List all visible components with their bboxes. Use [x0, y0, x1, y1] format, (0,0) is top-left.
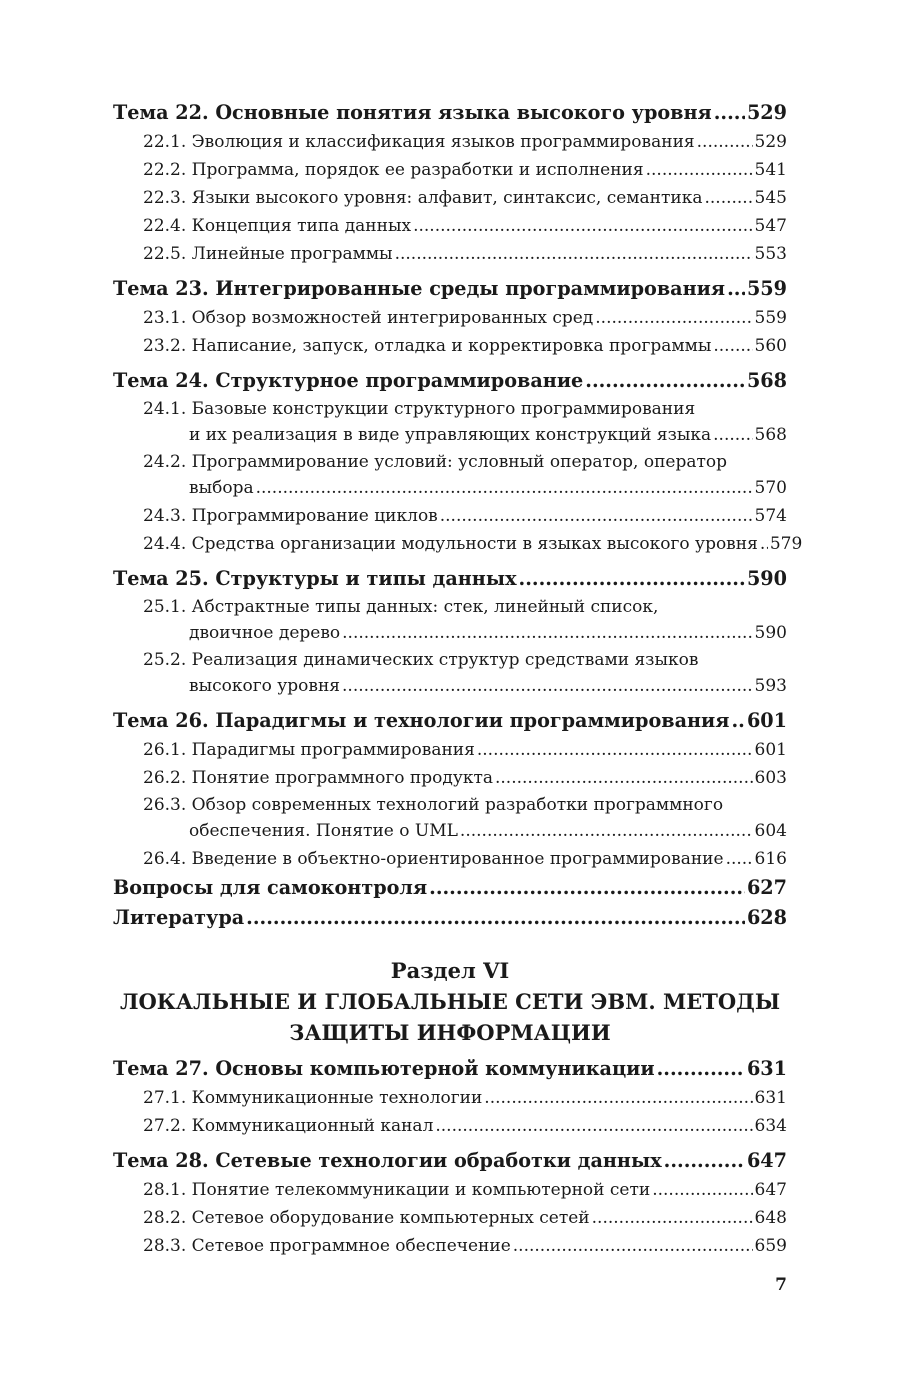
dot-leader: [440, 502, 753, 530]
toc-item-title-line2: обеспечения. Понятие о UML: [189, 821, 458, 841]
toc-page-number: 529: [746, 101, 787, 124]
dot-leader: [342, 620, 752, 647]
toc-item-title: 27.2. Коммуникационный канал: [143, 1116, 434, 1136]
toc-item-title-line2: высокого уровня: [189, 676, 341, 696]
toc-item-28-2[interactable]: [113, 1204, 787, 1232]
toc-page-number: 647: [746, 1149, 787, 1172]
toc-item-title: 22.5. Линейные программы: [143, 244, 393, 264]
toc-item-22-3[interactable]: [113, 184, 787, 212]
dot-leader: [413, 212, 752, 240]
toc-topic-24[interactable]: [113, 366, 787, 396]
dot-leader: [704, 184, 752, 212]
toc-page-number: 634: [754, 1116, 787, 1136]
toc-item-title: 28.1. Понятие телекоммуникации и компьютерной сети: [143, 1180, 651, 1200]
toc-item-27-2[interactable]: [113, 1112, 787, 1140]
dot-leader: [595, 304, 752, 332]
toc-item-22-2[interactable]: [113, 156, 787, 184]
toc-item-title: 22.4. Концепция типа данных: [143, 216, 412, 236]
toc-page-number: 590: [754, 623, 787, 643]
toc-item-24-3[interactable]: [113, 502, 787, 530]
toc-item-26-3[interactable]: [113, 792, 787, 845]
toc-page-number: 601: [746, 709, 787, 732]
dot-leader: [435, 1112, 752, 1140]
dot-leader: [727, 274, 745, 304]
dot-leader: [697, 128, 753, 156]
section-title-line1: ЛОКАЛЬНЫЕ И ГЛОБАЛЬНЫЕ СЕТИ ЭВМ. МЕТОДЫ: [119, 989, 781, 1014]
dot-leader: [256, 475, 753, 502]
section-title-line2: ЗАЩИТЫ ИНФОРМАЦИИ: [289, 1020, 611, 1045]
dot-leader: [726, 845, 753, 873]
dot-leader: [460, 818, 753, 845]
toc-item-title-line1: 25.1. Абстрактные типы данных: стек, линейный список,: [143, 597, 659, 617]
toc-item-title: 24.3. Программирование циклов: [143, 506, 438, 526]
toc-item-title: 22.2. Программа, порядок ее разработки и исполнения: [143, 160, 644, 180]
toc-item-title: 22.1. Эволюция и классификация языков программирования: [143, 132, 695, 152]
dot-leader: [484, 1084, 752, 1112]
toc-page-number: 547: [754, 216, 787, 236]
dot-leader: [713, 332, 752, 360]
toc-item-title-line1: 26.3. Обзор современных технологий разработки программного: [143, 795, 724, 815]
toc-item-22-1[interactable]: [113, 128, 787, 156]
page-number: 7: [775, 1275, 787, 1295]
section-heading: [113, 955, 787, 1048]
toc-page-number: 601: [754, 740, 787, 760]
toc-topic-title: Тема 23. Интегрированные среды программирования: [113, 277, 726, 300]
dot-leader: [652, 1176, 752, 1204]
toc-item-title-line2: и их реализация в виде управляющих конструкций языка: [189, 425, 712, 445]
toc-literature[interactable]: [113, 903, 787, 933]
toc-item-title: 26.4. Введение в объектно-ориентированное программирование: [143, 849, 724, 869]
toc-page-number: 659: [754, 1236, 787, 1256]
toc-item-title: 24.4. Средства организации модульности в языках высокого уровня: [143, 534, 758, 554]
toc-item-26-4[interactable]: [113, 845, 787, 873]
toc-page-number: 603: [754, 768, 787, 788]
dot-leader: [519, 564, 745, 594]
toc-item-title-line1: 24.2. Программирование условий: условный оператор, оператор: [143, 452, 728, 472]
toc-item-title: 28.3. Сетевое программное обеспечение: [143, 1236, 511, 1256]
toc-page-number: 560: [754, 336, 787, 356]
toc-topic-23[interactable]: [113, 274, 787, 304]
toc-item-title: 27.1. Коммуникационные технологии: [143, 1088, 483, 1108]
dot-leader: [713, 422, 752, 449]
toc-page-number: 627: [746, 876, 787, 899]
toc-topic-title: Тема 27. Основы компьютерной коммуникации: [113, 1057, 655, 1080]
toc-item-25-1[interactable]: [113, 594, 787, 647]
toc-page-number: 647: [754, 1180, 787, 1200]
toc-page-number: 616: [754, 849, 787, 869]
dot-leader: [585, 366, 745, 396]
toc-item-22-5[interactable]: [113, 240, 787, 268]
toc-page-number: 559: [746, 277, 787, 300]
toc-topic-title: Тема 24. Структурное программирование: [113, 369, 584, 392]
toc-page-number: 545: [754, 188, 787, 208]
toc-item-28-1[interactable]: [113, 1176, 787, 1204]
toc-page-number: 568: [746, 369, 787, 392]
dot-leader: [342, 673, 753, 700]
dot-leader: [246, 903, 745, 933]
toc-item-title-line2: двоичное дерево: [189, 623, 341, 643]
toc-item-title: 22.3. Языки высокого уровня: алфавит, синтаксис, семантика: [143, 188, 703, 208]
toc-item-title-line2: выбора: [189, 478, 254, 498]
toc-item-title: 26.2. Понятие программного продукта: [143, 768, 493, 788]
toc-page-number: 579: [769, 534, 803, 554]
toc-page-number: 570: [754, 478, 787, 498]
dot-leader: [395, 240, 753, 268]
toc-page-number: 648: [754, 1208, 787, 1228]
toc-item-title: 26.1. Парадигмы программирования: [143, 740, 475, 760]
toc-page-number: 590: [746, 567, 787, 590]
toc-item-25-2[interactable]: [113, 647, 787, 700]
dot-leader: [714, 98, 745, 128]
dot-leader: [592, 1204, 753, 1232]
toc-page-number: 631: [746, 1057, 787, 1080]
toc-page-number: 529: [754, 132, 787, 152]
toc-item-26-1[interactable]: [113, 736, 787, 764]
toc-topic-28[interactable]: [113, 1146, 787, 1176]
toc-topic-25[interactable]: [113, 564, 787, 594]
toc-topic-title: Тема 22. Основные понятия языка высокого уровня: [113, 101, 712, 124]
toc-item-28-3[interactable]: [113, 1232, 787, 1260]
toc-topic-title: Тема 25. Структуры и типы данных: [113, 567, 517, 590]
toc-page-number: 541: [754, 160, 787, 180]
toc-page-number: 574: [754, 506, 787, 526]
toc-item-24-2[interactable]: [113, 449, 787, 502]
toc-page-number: 628: [746, 906, 787, 929]
toc-item-title: 28.2. Сетевое оборудование компьютерных сетей: [143, 1208, 590, 1228]
toc-page-number: 553: [754, 244, 787, 264]
toc-page-number: 604: [754, 821, 787, 841]
section-label: Раздел VI: [390, 958, 510, 983]
table-of-contents: [113, 98, 803, 1260]
dot-leader: [477, 736, 753, 764]
toc-topic-title: Тема 28. Сетевые технологии обработки данных: [113, 1149, 662, 1172]
toc-page-number: 631: [754, 1088, 787, 1108]
toc-item-22-4[interactable]: [113, 212, 787, 240]
toc-topic-title: Вопросы для самоконтроля: [113, 876, 428, 899]
dot-leader: [760, 530, 768, 558]
toc-item-23-1[interactable]: [113, 304, 787, 332]
toc-item-27-1[interactable]: [113, 1084, 787, 1112]
toc-page-number: 559: [754, 308, 787, 328]
dot-leader: [646, 156, 753, 184]
dot-leader: [513, 1232, 753, 1260]
toc-item-title-line1: 24.1. Базовые конструкции структурного программирования: [143, 399, 696, 419]
dot-leader: [657, 1054, 745, 1084]
toc-topic-title: Литература: [113, 906, 245, 929]
toc-item-title: 23.1. Обзор возможностей интегрированных сред: [143, 308, 594, 328]
toc-topic-title: Тема 26. Парадигмы и технологии программирования: [113, 709, 730, 732]
toc-questions[interactable]: [113, 873, 787, 903]
toc-page-number: 593: [754, 676, 787, 696]
dot-leader: [495, 764, 753, 792]
toc-topic-22[interactable]: [113, 98, 787, 128]
toc-page-number: 568: [754, 425, 787, 445]
toc-item-title: 23.2. Написание, запуск, отладка и корректировка программы: [143, 336, 712, 356]
toc-item-24-4[interactable]: [113, 530, 803, 558]
toc-item-23-2[interactable]: [113, 332, 787, 360]
toc-topic-26[interactable]: [113, 706, 787, 736]
toc-item-26-2[interactable]: [113, 764, 787, 792]
toc-item-24-1[interactable]: [113, 396, 787, 449]
toc-item-title-line1: 25.2. Реализация динамических структур средствами языков: [143, 650, 699, 670]
dot-leader: [664, 1146, 745, 1176]
dot-leader: [731, 706, 744, 736]
toc-topic-27[interactable]: [113, 1054, 787, 1084]
dot-leader: [429, 873, 745, 903]
